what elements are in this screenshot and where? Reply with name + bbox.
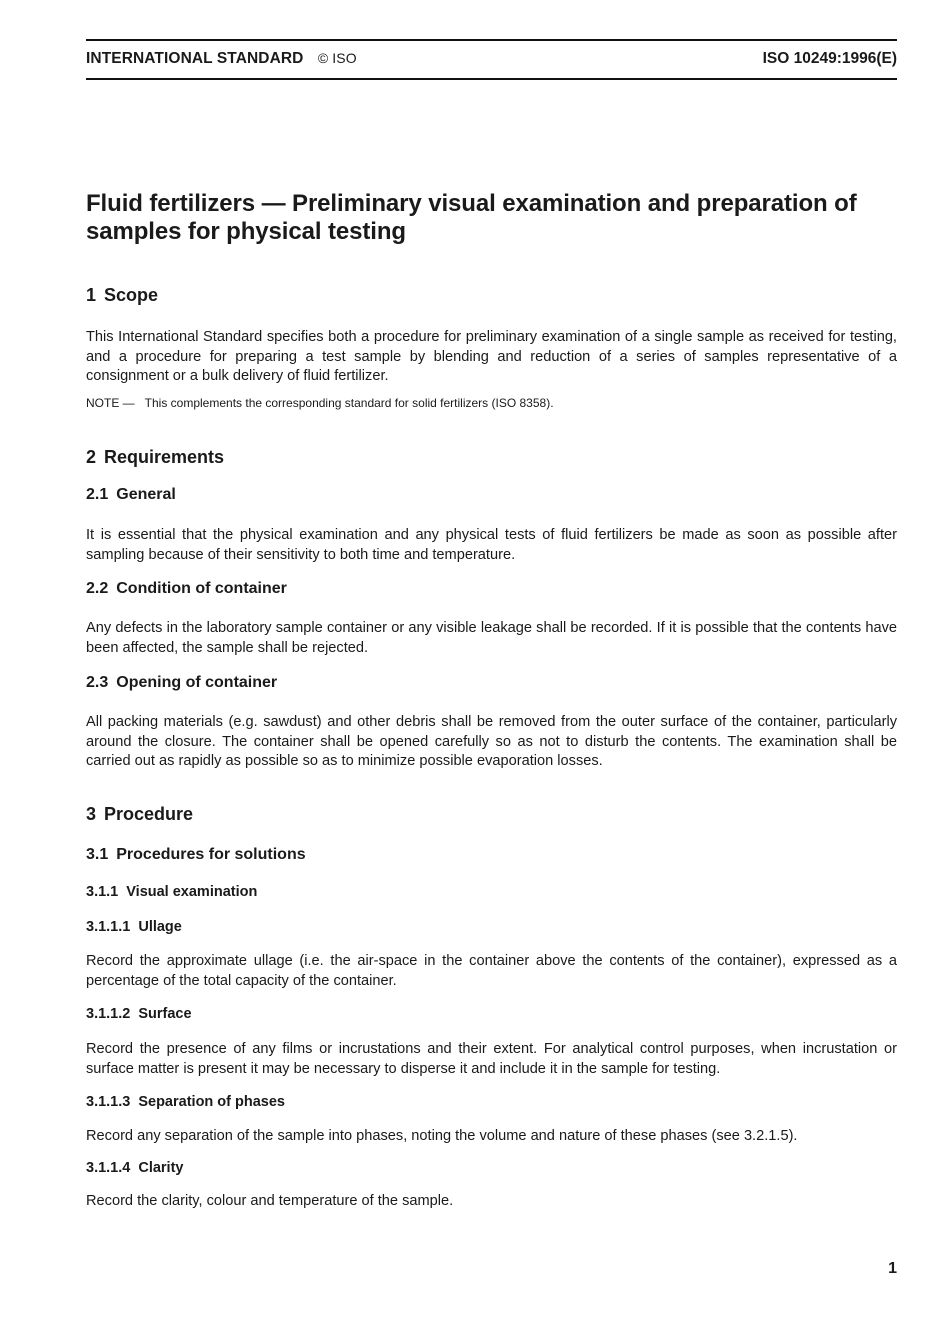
section-1-paragraph: This International Standard specifies both a procedure for preliminary examination of a single sample as received for testing, and a procedure for preparing a test sample by blending and reduction of a series of samples representative of a consignment or a bulk delivery of fluid fertilizer.: [86, 329, 897, 384]
section-number: 2.2: [86, 580, 109, 597]
section-number: 2: [86, 447, 97, 467]
section-title: Opening of container: [116, 674, 278, 691]
section-3-1-1-1-heading: [86, 919, 897, 935]
section-number: 3.1.1.1: [86, 919, 131, 935]
section-3-1-1-1-paragraph: Record the approximate ullage (i.e. the air-space in the container above the contents of the container), expressed as a percentage of the total capacity of the container.: [86, 953, 897, 989]
note-text: This complements the corresponding standard for solid fertilizers (ISO 8358).: [144, 396, 554, 410]
section-title: Procedure: [104, 804, 194, 824]
section-2-3-heading: [86, 674, 897, 692]
section-title: General: [116, 486, 176, 503]
section-3-heading: [86, 804, 897, 825]
section-number: 3.1.1.4: [86, 1160, 131, 1176]
section-1-heading: [86, 285, 897, 306]
section-title: Visual examination: [126, 884, 258, 900]
section-title: Clarity: [138, 1160, 184, 1176]
section-number: 3.1.1.2: [86, 1006, 131, 1022]
header-standard-label: INTERNATIONAL STANDARD: [86, 50, 304, 67]
section-number: 2.1: [86, 486, 109, 503]
section-title: Ullage: [138, 919, 182, 935]
section-number: 2.3: [86, 674, 109, 691]
section-number: 3.1.1.3: [86, 1094, 131, 1110]
section-number: 3.1.1: [86, 884, 119, 900]
section-3-1-1-heading: [86, 884, 897, 900]
section-number: 3.1: [86, 846, 109, 863]
section-3-1-1-2-paragraph: Record the presence of any films or incrustations and their extent. For analytical control purposes, when incrustation or surface matter is present it may be necessary to disperse it and include it in the sample for testing.: [86, 1041, 897, 1077]
section-title: Surface: [138, 1006, 192, 1022]
document-title: Fluid fertilizers — Preliminary visual examination and preparation of samples for physical testing: [86, 190, 857, 245]
note-label: NOTE —: [86, 396, 135, 410]
section-title: Requirements: [104, 447, 225, 467]
section-title: Scope: [104, 285, 159, 305]
header-left: [86, 50, 357, 68]
section-3-1-1-4-paragraph: Record the clarity, colour and temperature of the sample.: [86, 1193, 454, 1209]
section-2-3-paragraph: All packing materials (e.g. sawdust) and other debris shall be removed from the outer surface of the container, particularly around the closure. The container shall be opened carefully so as not to disturb the contents. The examination shall be carried out as rapidly as possible so as to minimize possible evaporation losses.: [86, 714, 897, 769]
header-bottom-rule: [86, 78, 897, 80]
section-3-1-1-4-heading: [86, 1160, 897, 1176]
section-title: Separation of phases: [138, 1094, 285, 1110]
section-1-note: [86, 395, 897, 411]
section-title: Procedures for solutions: [116, 846, 306, 863]
section-3-1-1-3-paragraph: Record any separation of the sample into phases, noting the volume and nature of these phases (see 3.2.1.5).: [86, 1128, 798, 1144]
section-2-1-heading: [86, 486, 897, 504]
page-number: 1: [888, 1260, 897, 1277]
section-2-2-heading: [86, 580, 897, 598]
section-number: 3: [86, 804, 97, 824]
header-copyright: © ISO: [317, 50, 357, 66]
section-2-2-paragraph: Any defects in the laboratory sample container or any visible leakage shall be recorded. If it is possible that the contents have been affected, the sample shall be rejected.: [86, 620, 897, 656]
section-3-1-1-3-heading: [86, 1094, 897, 1110]
section-number: 1: [86, 285, 97, 305]
header-top-rule: [86, 39, 897, 41]
section-3-1-1-2-heading: [86, 1006, 897, 1022]
header-document-id: ISO 10249:1996(E): [762, 50, 897, 67]
section-3-1-heading: [86, 846, 897, 864]
page-header: [86, 50, 897, 72]
section-2-heading: [86, 447, 897, 468]
section-2-1-paragraph: It is essential that the physical examination and any physical tests of fluid fertilizers be made as soon as possible after sampling because of their sensitivity to both time and temperature.: [86, 527, 897, 563]
section-title: Condition of container: [116, 580, 287, 597]
